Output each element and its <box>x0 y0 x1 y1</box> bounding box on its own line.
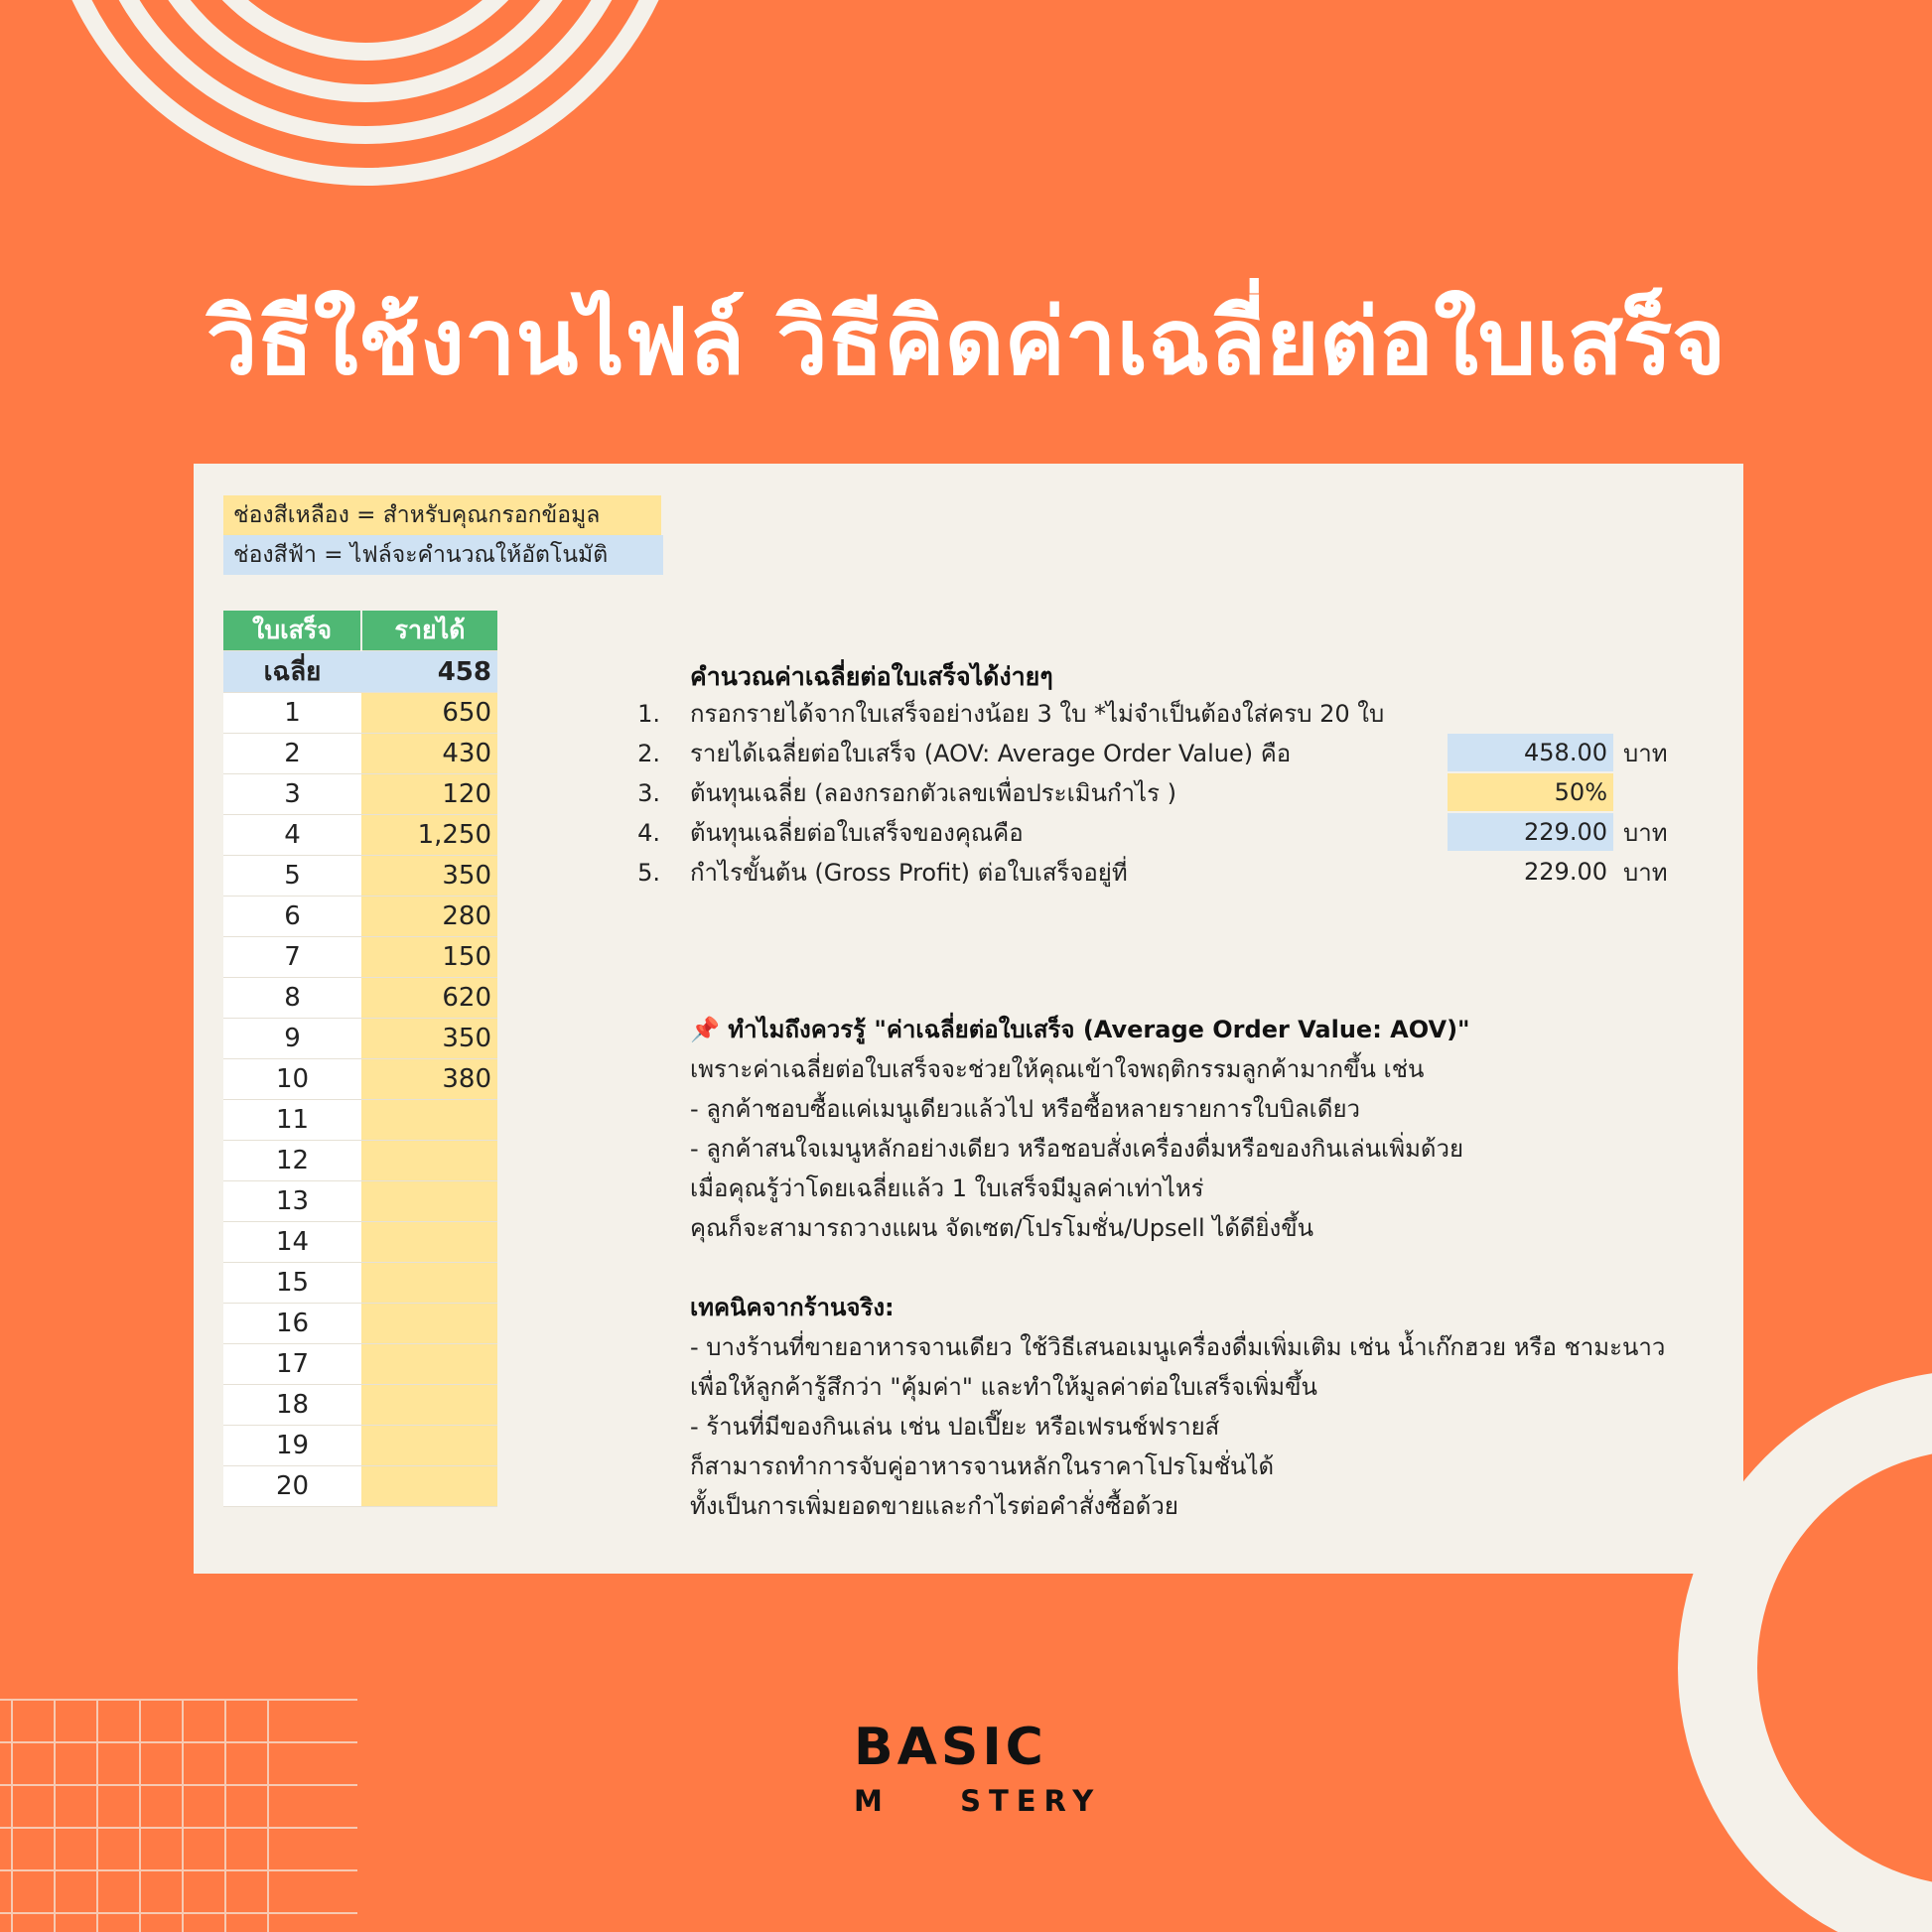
table-row <box>223 693 497 734</box>
calc-title: คำนวณค่าเฉลี่ยต่อใบเสร็จได้ง่ายๆ <box>690 662 1053 691</box>
table-row <box>223 1304 497 1344</box>
brand-logo <box>854 1718 1122 1821</box>
receipt-number-cell: 12 <box>223 1141 361 1181</box>
grid-decoration <box>0 1700 357 1932</box>
step-text: ต้นทุนเฉลี่ย (ลองกรอกตัวเลขเพื่อประเมินกำไร ) <box>690 779 1176 807</box>
revenue-input-cell[interactable] <box>361 1141 497 1181</box>
revenue-input-cell[interactable] <box>361 1100 497 1141</box>
spreadsheet-screenshot <box>194 464 1743 1574</box>
revenue-input-cell[interactable]: 350 <box>361 856 497 897</box>
table-row <box>223 1385 497 1426</box>
calc-step <box>621 773 1723 813</box>
page-title: วิธีใช้งานไฟล์ วิธีคิดค่าเฉลี่ยต่อใบเสร็จ <box>206 289 1726 395</box>
calc-step <box>621 694 1723 734</box>
tip-line: - ร้านที่มีของกินเล่น เช่น ปอเปี๊ยะ หรือเฟรนช์ฟรายส์ <box>690 1413 1220 1441</box>
revenue-input-cell[interactable]: 380 <box>361 1059 497 1100</box>
receipt-number-cell: 17 <box>223 1344 361 1385</box>
receipt-number-cell: 11 <box>223 1100 361 1141</box>
tip-line: ก็สามารถทำการจับคู่อาหารจานหลักในราคาโปรโมชั่นได้ <box>690 1452 1275 1480</box>
step-text: รายได้เฉลี่ยต่อใบเสร็จ (AOV: Average Order Value) คือ <box>690 740 1292 767</box>
why-section <box>690 1010 1713 1526</box>
revenue-input-cell[interactable] <box>361 1263 497 1304</box>
revenue-input-cell[interactable]: 350 <box>361 1019 497 1059</box>
why-line: เมื่อคุณรู้ว่าโดยเฉลี่ยแล้ว 1 ใบเสร็จมีมูลค่าเท่าไหร่ <box>690 1174 1204 1202</box>
table-row <box>223 937 497 978</box>
revenue-input-cell[interactable]: 120 <box>361 774 497 815</box>
why-line: เพราะค่าเฉลี่ยต่อใบเสร็จจะช่วยให้คุณเข้าใจพฤติกรรมลูกค้ามากขึ้น เช่น <box>690 1055 1425 1083</box>
table-row <box>223 1466 497 1507</box>
receipt-number-cell: 20 <box>223 1466 361 1507</box>
legend-yellow: ช่องสีเหลือง = สำหรับคุณกรอกข้อมูล <box>223 495 661 535</box>
step-number: 4. <box>637 819 660 847</box>
table-row <box>223 1181 497 1222</box>
receipt-number-cell: 19 <box>223 1426 361 1466</box>
revenue-input-cell[interactable]: 1,250 <box>361 815 497 856</box>
brand-stery: STERY <box>960 1784 1102 1818</box>
revenue-input-cell[interactable] <box>361 1426 497 1466</box>
why-line: - ลูกค้าชอบซื้อแค่เมนูเดียวแล้วไป หรือซื้อหลายรายการใบบิลเดียว <box>690 1095 1361 1123</box>
pushpin-icon: 📌 <box>690 1016 720 1043</box>
step-text: กำไรขั้นต้น (Gross Profit) ต่อใบเสร็จอยู่ที่ <box>690 859 1128 887</box>
step-number: 5. <box>637 859 660 887</box>
step-value: 229.00 <box>1448 813 1613 851</box>
calc-step <box>621 734 1723 773</box>
receipt-number-cell: 10 <box>223 1059 361 1100</box>
calc-step <box>621 853 1723 893</box>
step-text: กรอกรายได้จากใบเสร็จอย่างน้อย 3 ใบ *ไม่จำเป็นต้องใส่ครบ 20 ใบ <box>690 700 1385 728</box>
average-value: 458 <box>361 651 497 693</box>
receipt-number-cell: 9 <box>223 1019 361 1059</box>
concentric-arcs-decoration <box>50 0 681 177</box>
receipt-number-cell: 2 <box>223 734 361 774</box>
brand-line-1: BASIC <box>854 1718 1047 1777</box>
tip-line: เพื่อให้ลูกค้ารู้สึกว่า "คุ้มค่า" และทำให้มูลค่าต่อใบเสร็จเพิ่มขึ้น <box>690 1373 1317 1401</box>
table-header-row <box>223 611 497 651</box>
revenue-input-cell[interactable] <box>361 1181 497 1222</box>
step-number: 3. <box>637 779 660 807</box>
revenue-input-cell[interactable]: 280 <box>361 897 497 937</box>
tip-line: ทั้งเป็นการเพิ่มยอดขายและกำไรต่อคำสั่งซื้อด้วย <box>690 1492 1178 1520</box>
table-row <box>223 1426 497 1466</box>
revenue-input-cell[interactable] <box>361 1304 497 1344</box>
revenue-input-cell[interactable]: 650 <box>361 693 497 734</box>
step-text: ต้นทุนเฉลี่ยต่อใบเสร็จของคุณคือ <box>690 819 1024 847</box>
table-row <box>223 1019 497 1059</box>
brand-letter-m: M <box>854 1784 891 1818</box>
revenue-input-cell[interactable]: 150 <box>361 937 497 978</box>
step-number: 2. <box>637 740 660 767</box>
calc-steps <box>621 694 1723 893</box>
table-row <box>223 774 497 815</box>
receipt-number-cell: 14 <box>223 1222 361 1263</box>
table-row <box>223 1222 497 1263</box>
why-heading-text: ทำไมถึงควรรู้ "ค่าเฉลี่ยต่อใบเสร็จ (Average Order Value: AOV)" <box>728 1016 1470 1043</box>
receipt-number-cell: 7 <box>223 937 361 978</box>
step-unit: บาท <box>1623 859 1668 887</box>
step-value[interactable]: 50% <box>1448 773 1613 811</box>
revenue-input-cell[interactable] <box>361 1385 497 1426</box>
column-header-receipt: ใบเสร็จ <box>223 611 361 651</box>
step-unit: บาท <box>1623 740 1668 767</box>
table-row <box>223 1263 497 1304</box>
table-row <box>223 1344 497 1385</box>
receipt-number-cell: 6 <box>223 897 361 937</box>
table-row <box>223 1059 497 1100</box>
revenue-input-cell[interactable] <box>361 1222 497 1263</box>
tips-heading: เทคนิคจากร้านจริง: <box>690 1294 895 1321</box>
step-unit: บาท <box>1623 819 1668 847</box>
table-row <box>223 856 497 897</box>
receipt-number-cell: 5 <box>223 856 361 897</box>
tip-line: - บางร้านที่ขายอาหารจานเดียว ใช้วิธีเสนอเมนูเครื่องดื่มเพิ่มเติม เช่น น้ำเก๊กฮวย หรือ ชามะนาว <box>690 1333 1666 1361</box>
table-row <box>223 897 497 937</box>
receipt-number-cell: 18 <box>223 1385 361 1426</box>
receipt-number-cell: 16 <box>223 1304 361 1344</box>
average-row <box>223 651 497 693</box>
why-line: - ลูกค้าสนใจเมนูหลักอย่างเดียว หรือชอบสั่งเครื่องดื่มหรือของกินเล่นเพิ่มด้วย <box>690 1135 1464 1163</box>
why-heading <box>690 1010 1713 1049</box>
table-row <box>223 815 497 856</box>
why-line: คุณก็จะสามารถวางแผน จัดเซต/โปรโมชั่น/Upsell ได้ดียิ่งขึ้น <box>690 1214 1314 1242</box>
table-row <box>223 734 497 774</box>
receipt-number-cell: 13 <box>223 1181 361 1222</box>
step-number: 1. <box>637 700 660 728</box>
receipt-number-cell: 15 <box>223 1263 361 1304</box>
tips-lines <box>690 1327 1713 1526</box>
receipt-number-cell: 8 <box>223 978 361 1019</box>
receipt-table <box>223 611 497 1507</box>
revenue-input-cell[interactable] <box>361 1466 497 1507</box>
brand-line-2 <box>854 1781 1122 1821</box>
legend-blue: ช่องสีฟ้า = ไฟล์จะคำนวณให้อัตโนมัติ <box>223 535 663 575</box>
table-row <box>223 1100 497 1141</box>
receipt-number-cell: 4 <box>223 815 361 856</box>
step-value: 458.00 <box>1448 734 1613 771</box>
table-row <box>223 1141 497 1181</box>
average-label: เฉลี่ย <box>223 651 361 693</box>
revenue-input-cell[interactable]: 620 <box>361 978 497 1019</box>
step-value: 229.00 <box>1524 858 1607 886</box>
receipt-number-cell: 3 <box>223 774 361 815</box>
revenue-input-cell[interactable] <box>361 1344 497 1385</box>
column-header-revenue: รายได้ <box>361 611 497 651</box>
table-row <box>223 978 497 1019</box>
revenue-input-cell[interactable]: 430 <box>361 734 497 774</box>
why-lines <box>690 1049 1713 1248</box>
receipt-number-cell: 1 <box>223 693 361 734</box>
calc-step <box>621 813 1723 853</box>
